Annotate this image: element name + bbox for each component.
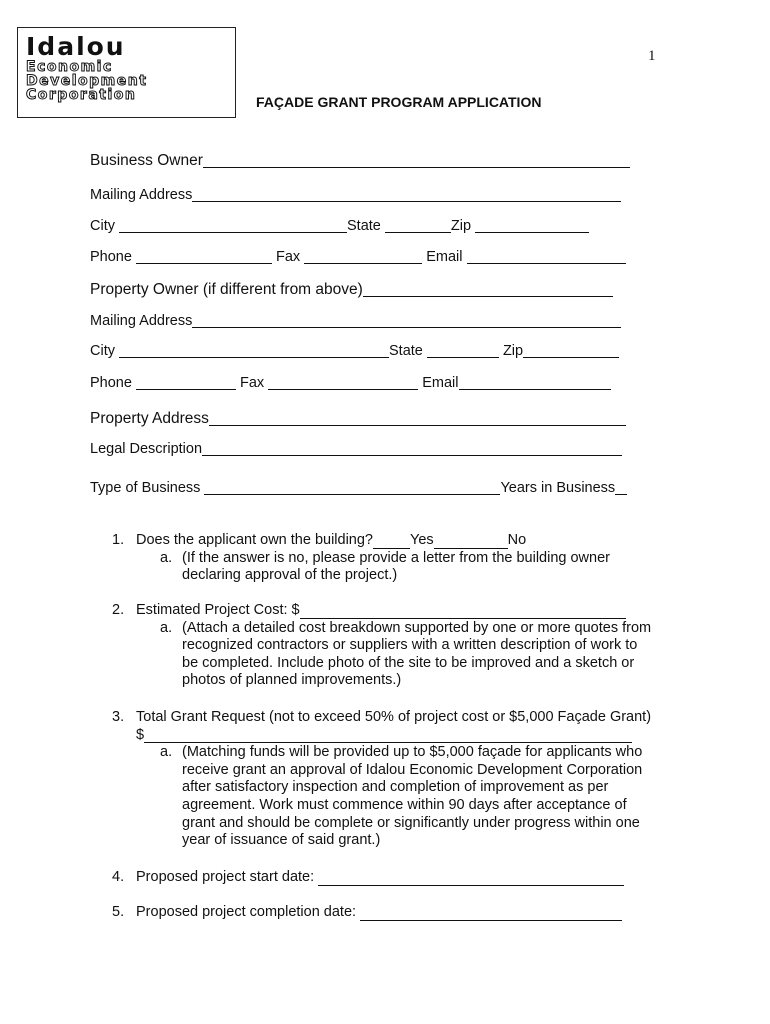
sub-item-letter: a.	[160, 744, 173, 761]
property-city-state-zip-row	[90, 344, 619, 359]
property-fax-field[interactable]	[268, 377, 418, 390]
owner-city-state-zip-row	[90, 219, 589, 234]
property-mailing-address-label: Mailing Address	[90, 313, 193, 329]
sub-item-line: declaring approval of the project.)	[182, 567, 398, 584]
property-phone-label: Phone	[90, 375, 132, 391]
sub-item-line: receive grant an approval of Idalou Economic Development Corporation	[182, 761, 643, 778]
question-5-text: Proposed project completion date:	[136, 904, 357, 920]
owner-state-label: State	[347, 218, 381, 234]
years-in-business-label: Years in Business	[500, 480, 616, 496]
sub-item-line: year of issuance of said grant.)	[182, 832, 381, 849]
property-contact-row	[90, 376, 611, 391]
estimated-project-cost-field[interactable]	[300, 606, 626, 619]
sub-item-letter: a.	[160, 549, 173, 566]
property-address-row	[90, 411, 626, 427]
logo-line-corporation: Corporation	[26, 87, 137, 103]
sub-item-line: photos of planned improvements.)	[182, 672, 402, 689]
legal-description-field[interactable]	[202, 443, 622, 456]
property-zip-label: Zip	[502, 343, 524, 359]
owner-email-label: Email	[426, 249, 463, 265]
business-owner-row	[90, 153, 630, 169]
property-state-field[interactable]	[427, 345, 499, 358]
owner-zip-field[interactable]	[475, 220, 589, 233]
property-owner-label: Property Owner (if different from above)	[90, 281, 363, 298]
project-start-date-field[interactable]	[318, 873, 624, 886]
sub-item-line: grant and should be complete or significantly under progress within one	[182, 814, 640, 831]
sub-item-text	[182, 744, 682, 850]
question-number: 2.	[112, 602, 125, 618]
property-address-field[interactable]	[209, 413, 626, 426]
question-1-yes-label: Yes	[410, 532, 434, 548]
owner-zip-label: Zip	[450, 218, 472, 234]
dollar-sign: $	[136, 726, 145, 743]
property-state-label: State	[389, 343, 423, 359]
page-number: 1	[648, 48, 656, 64]
property-mailing-address-row	[90, 314, 621, 329]
owner-phone-field[interactable]	[136, 251, 272, 264]
owner-city-field[interactable]	[119, 220, 347, 233]
property-city-label: City	[90, 343, 115, 359]
question-3-amount-row	[136, 727, 632, 745]
project-completion-date-field[interactable]	[360, 908, 622, 921]
business-owner-label: Business Owner	[90, 152, 203, 169]
sub-item-line: (Matching funds will be provided up to $5,000 façade for applicants who	[182, 744, 643, 761]
question-1-text: Does the applicant own the building?	[136, 532, 373, 548]
question-number: 3.	[112, 709, 125, 725]
owner-mailing-address-field[interactable]	[192, 189, 621, 202]
question-2-text: Estimated Project Cost: $	[136, 602, 300, 618]
sub-item-line: be completed. Include photo of the site to be improved and a sketch or	[182, 654, 635, 671]
sub-item-line: agreement. Work must commence within 90 days after acceptance of	[182, 796, 627, 813]
total-grant-request-field[interactable]	[144, 730, 632, 743]
question-text: Total Grant Request (not to exceed 50% of project cost or $5,000 Façade Grant)	[136, 709, 652, 725]
owner-contact-row	[90, 250, 626, 265]
sub-item-line: after satisfactory inspection and completion of improvement as per	[182, 779, 609, 796]
owner-state-field[interactable]	[385, 220, 451, 233]
owner-fax-label: Fax	[276, 249, 301, 265]
question-text	[136, 602, 626, 620]
legal-description-label: Legal Description	[90, 441, 203, 457]
question-text	[136, 904, 622, 922]
owner-mailing-address-row	[90, 188, 621, 203]
owner-phone-label: Phone	[90, 249, 132, 265]
sub-item-letter: a.	[160, 619, 173, 636]
question-text	[136, 532, 526, 550]
owner-email-field[interactable]	[467, 251, 626, 264]
years-in-business-field[interactable]	[615, 482, 627, 495]
question-number: 1.	[112, 532, 125, 548]
sub-item-line: (If the answer is no, please provide a letter from the building owner	[182, 549, 610, 566]
logo-line-development: Development	[26, 73, 148, 89]
logo-line-idalou: Idalou	[26, 32, 126, 61]
property-owner-field[interactable]	[363, 284, 613, 297]
question-number: 4.	[112, 869, 125, 885]
logo-line-economic: Economic	[26, 59, 113, 75]
question-1-no-label: No	[507, 532, 527, 548]
page-title: FAÇADE GRANT PROGRAM APPLICATION	[256, 94, 542, 110]
legal-description-row	[90, 442, 622, 457]
owner-mailing-address-label: Mailing Address	[90, 187, 193, 203]
owner-fax-field[interactable]	[304, 251, 422, 264]
property-mailing-address-field[interactable]	[192, 315, 621, 328]
property-city-field[interactable]	[119, 345, 389, 358]
type-of-business-label: Type of Business	[90, 480, 201, 496]
property-email-field[interactable]	[459, 377, 611, 390]
property-owner-row	[90, 282, 613, 298]
idalou-edc-logo	[17, 27, 236, 118]
property-phone-field[interactable]	[136, 377, 236, 390]
sub-item-line: (Attach a detailed cost breakdown supported by one or more quotes from	[182, 619, 652, 636]
question-number: 5.	[112, 904, 125, 920]
property-zip-field[interactable]	[523, 345, 619, 358]
property-email-label: Email	[422, 375, 459, 391]
business-type-row	[90, 481, 627, 496]
owner-city-label: City	[90, 218, 115, 234]
question-text	[136, 869, 624, 887]
question-1-yes-field[interactable]	[373, 536, 410, 549]
sub-item-text	[182, 550, 682, 585]
business-owner-field[interactable]	[203, 155, 630, 168]
property-address-label: Property Address	[90, 410, 209, 427]
property-fax-label: Fax	[240, 375, 265, 391]
question-4-text: Proposed project start date:	[136, 869, 315, 885]
sub-item-text	[182, 620, 682, 690]
question-1-no-field[interactable]	[434, 536, 508, 549]
sub-item-line: recognized contractors or suppliers with a written description of work to	[182, 637, 638, 654]
type-of-business-field[interactable]	[204, 482, 500, 495]
